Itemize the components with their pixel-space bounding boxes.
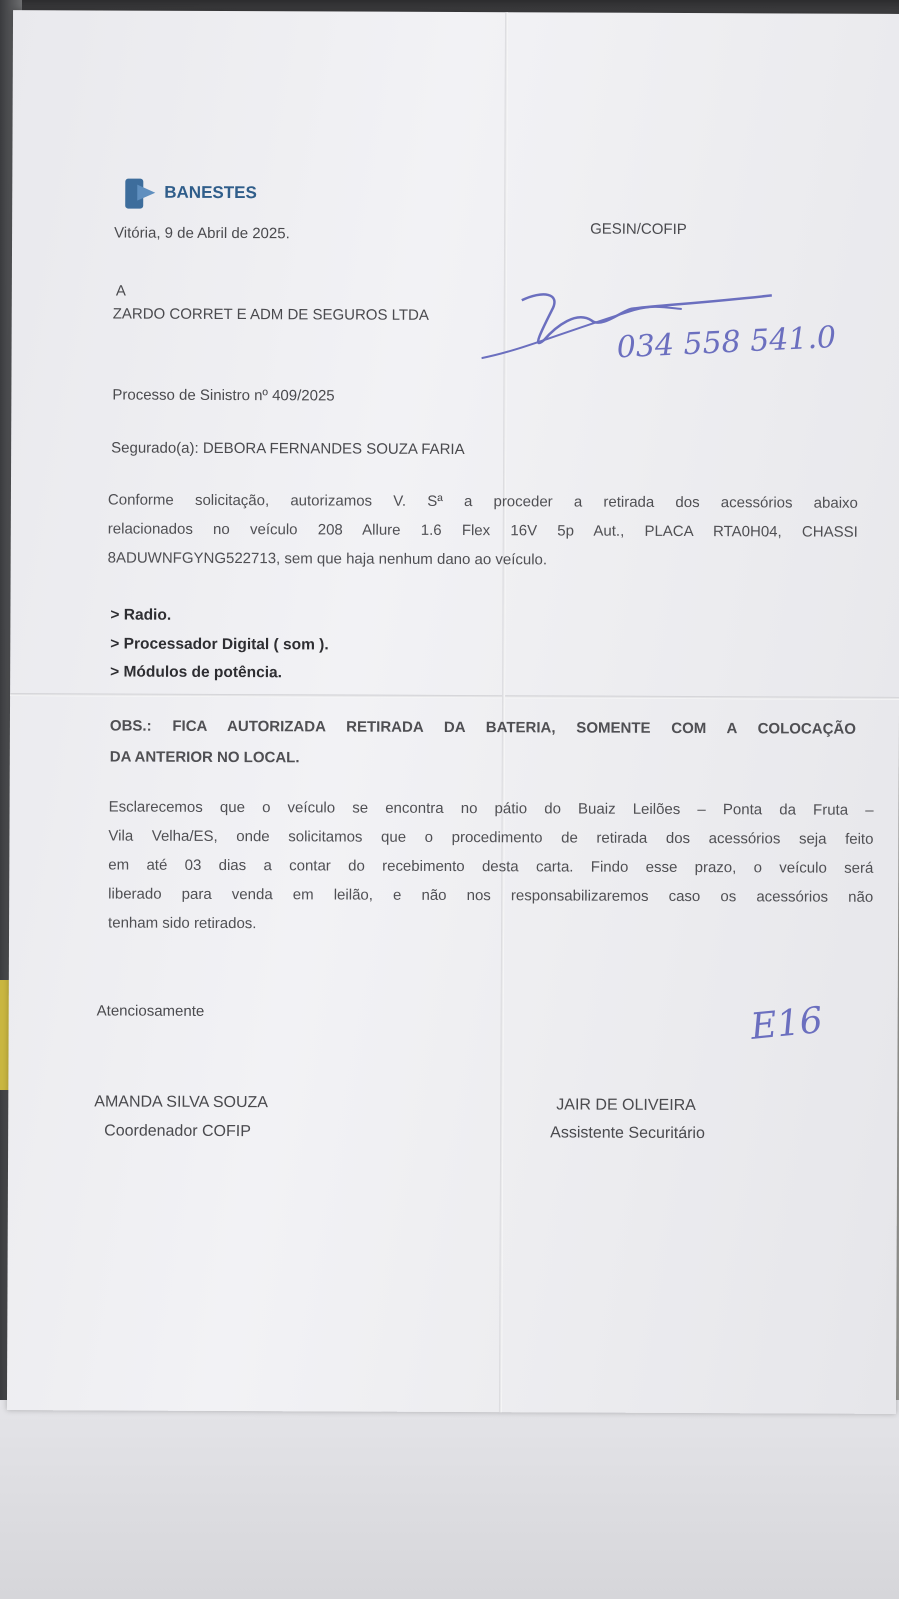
process-number: Processo de Sinistro nº 409/2025 [112,386,335,405]
date-line: Vitória, 9 de Abril de 2025. [114,224,290,243]
item-modules: > Módulos de potência. [110,663,283,682]
authorization-paragraph [108,485,858,575]
recipient-name: ZARDO CORRET E ADM DE SEGUROS LTDA [112,305,429,324]
obs-note [110,710,856,775]
signatory-left-role: Coordenador COFIP [104,1122,251,1141]
insured-name: Segurado(a): DEBORA FERNANDES SOUZA FARIA [111,439,465,459]
signatory-right-role: Assistente Securitário [550,1124,705,1143]
letter-page [7,10,899,1414]
handwritten-number: 034 558 541.0 [615,319,837,366]
logo-text: BANESTES [164,182,257,203]
paragraph-line: 8ADUWNFGYNG522713, sem que haja nenhum dano ao veículo. [107,549,548,569]
signatory-right-name: JAIR DE OLIVEIRA [556,1096,696,1115]
closing: Atenciosamente [96,1002,205,1020]
handwritten-mark: E16 [748,999,825,1048]
department-code: GESIN/COFIP [590,220,687,239]
signatory-left-name: AMANDA SILVA SOUZA [94,1093,269,1112]
background-sheet [0,1400,899,1599]
item-radio: > Radio. [110,606,172,624]
item-processor: > Processador Digital ( som ). [110,635,329,654]
banestes-logo-icon [123,173,159,213]
pickup-paragraph [108,792,874,940]
obs-line: DA ANTERIOR NO LOCAL. [109,748,300,767]
paragraph-line: tenham sido retirados. [108,914,257,933]
obs-line: OBS.: FICA AUTORIZADA RETIRADA DA BATERIA, SOMENTE COM A COLOCAÇÃO [109,717,856,738]
paragraph-line: Conforme solicitação, autorizamos V. Sª a proceder a retirada dos acessórios abaixo [107,491,858,512]
paper-fold-horizontal [10,693,899,700]
paragraph-line: em até 03 dias a contar do recebimento desta carta. Findo esse prazo, o veículo será [108,856,874,877]
paragraph-line: liberado para venda em leilão, e não nos responsabilizaremos caso os acessórios não [108,885,874,906]
paragraph-line: relacionados no veículo 208 Allure 1.6 Flex 16V 5p Aut., PLACA RTA0H04, CHASSI [107,520,858,541]
paragraph-line: Esclarecemos que o veículo se encontra no pátio do Buaiz Leilões – Ponta da Fruta – [108,798,874,819]
to-label: A [115,282,126,300]
paragraph-line: Vila Velha/ES, onde solicitamos que o procedimento de retirada dos acessórios seja feito [108,827,874,848]
